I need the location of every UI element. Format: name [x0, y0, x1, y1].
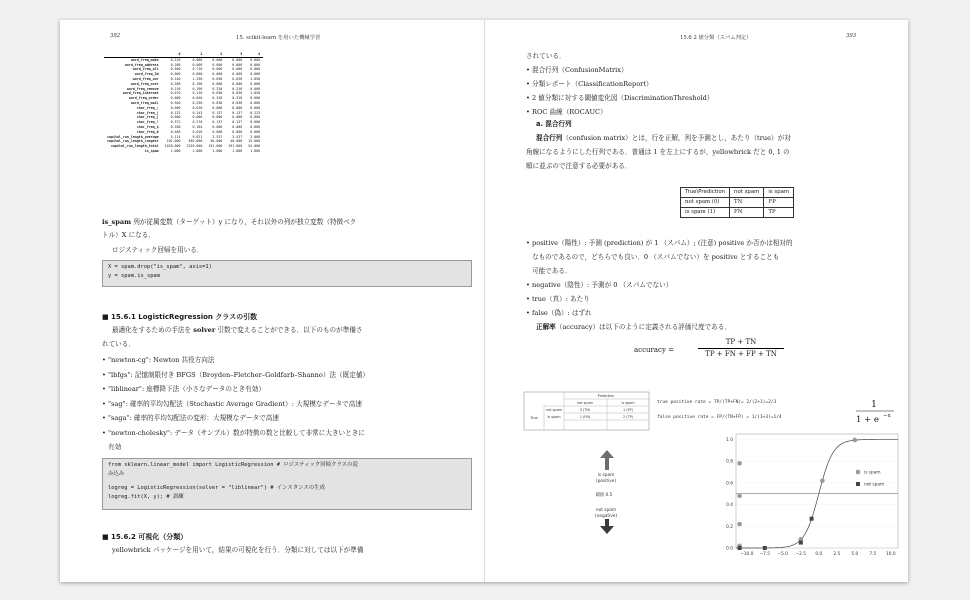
- df-cell: 1.000: [232, 148, 243, 153]
- visualizer-item: • 分類レポート（ClassificationReport）: [526, 79, 653, 91]
- df-cell: 0.310: [232, 86, 243, 91]
- df-cell: 40.000: [230, 139, 243, 144]
- mini-true-label: True: [530, 416, 538, 420]
- df-cell: 0.000: [212, 105, 223, 110]
- df-cell: 0.640: [192, 96, 203, 101]
- df-cell: 0.120: [192, 91, 203, 96]
- is-spam-point: [737, 461, 742, 466]
- df-cell: 0.000: [192, 72, 203, 77]
- df-column-header: 0: [162, 52, 184, 57]
- df-cell: 0.280: [170, 81, 181, 86]
- paragraph-confusion-cont: 角線になるようにした行列である．普通は 1 を左上にするが，yellowbrick だと 0, 1 の: [526, 148, 790, 156]
- paragraph-target-cont: トル）X になる．: [102, 231, 155, 239]
- mini-confusion-table: [524, 392, 649, 430]
- y-tick-label: 0.8: [726, 459, 733, 465]
- df-cell: 0.000: [250, 62, 261, 67]
- x-tick-label: −2.5: [795, 552, 807, 557]
- df-cell: 0.010: [192, 129, 203, 134]
- df-row-label: char_freq_;: [136, 105, 159, 110]
- df-cell: 0.000: [250, 115, 261, 120]
- cm-cell: is spam: [764, 188, 794, 198]
- df-cell: 1.000: [212, 148, 223, 153]
- tpr-text: true positive rate = TP/(TP+FN)= 2/(2+1)=2/3: [657, 400, 777, 405]
- df-cell: 0.630: [232, 91, 243, 96]
- code-line: X = spam.drop("is_spam", axis=1): [108, 264, 212, 270]
- paragraph-logistic: ロジスティック回帰を用いる．: [112, 246, 204, 254]
- cm-cell: True\Prediction: [681, 188, 730, 198]
- solver-item: • "sag": 確率的平均勾配法（Stochastic Average Gradient）: 大規模なデータで高速: [102, 399, 362, 411]
- term-item: • false（偽）: はずれ: [526, 308, 592, 320]
- df-cell: 1.000: [250, 148, 261, 153]
- df-cell: 0.000: [250, 129, 261, 134]
- x-tick-label: 0.0: [815, 552, 823, 557]
- sigmoid-exponent: −x: [883, 413, 891, 419]
- x-tick-label: 2.5: [833, 552, 841, 557]
- mini-col-header: not spam: [577, 401, 593, 405]
- df-cell: 0.000: [232, 62, 243, 67]
- df-row-label: capital_run_length_average: [107, 134, 159, 139]
- df-cell: 0.000: [232, 105, 243, 110]
- mini-prediction-label: Prediction: [597, 394, 615, 398]
- visualizer-item: • ROC 曲線（ROCAUC）: [526, 107, 607, 119]
- df-cell: 0.000: [250, 100, 261, 105]
- df-cell: 0.000: [212, 81, 223, 86]
- df-cell: 1.230: [192, 76, 203, 81]
- sigmoid-numerator: 1: [871, 400, 877, 410]
- df-cell: 0.630: [232, 76, 243, 81]
- df-cell: 0.280: [170, 62, 181, 67]
- df-cell: 0.000: [232, 115, 243, 120]
- cm-cell: not spam: [730, 188, 764, 198]
- plot-frame: [736, 434, 898, 548]
- df-cell: 1.850: [250, 76, 261, 81]
- df-cell: 0.000: [232, 81, 243, 86]
- legend-marker-is-spam: [856, 470, 861, 475]
- not-spam-axis-label: not spam: [595, 508, 617, 513]
- df-cell: 0.372: [170, 120, 181, 125]
- df-column-header: 4: [245, 52, 263, 57]
- paragraph-target: [102, 217, 356, 229]
- cm-cell: TN: [730, 198, 764, 208]
- arrow-down-icon: [600, 519, 614, 534]
- is-spam-axis-label: is spam: [597, 473, 615, 478]
- df-cell: 0.000: [212, 115, 223, 120]
- df-cell: 0.310: [232, 96, 243, 101]
- paragraph-confusion-text: （confusion matrix）とは，行を正解，列を予測とし，あたり（true）が対: [562, 134, 791, 142]
- df-cell: 0.000: [232, 129, 243, 134]
- code-block-logreg: [102, 458, 472, 510]
- df-cell: 191.000: [228, 144, 243, 149]
- solver-text-post: 引数で変えることができる．以下のものが準備さ: [215, 326, 363, 334]
- mini-cell: 1 (FP): [623, 408, 633, 412]
- df-row-label: char_freq_$: [136, 124, 159, 129]
- sigmoid-denominator: 1 + e: [856, 415, 879, 425]
- y-tick-label: 0.6: [726, 481, 733, 487]
- paragraph-solver: [112, 325, 363, 337]
- df-cell: 0.060: [192, 57, 203, 62]
- sigmoid-formula: [856, 400, 894, 425]
- df-cell: 0.000: [250, 105, 261, 110]
- code-line: from sklearn.linear_model import LogisticRegression # ロジスティック回帰クラスの読: [108, 462, 358, 468]
- not-spam-point: [763, 546, 767, 550]
- is-spam-point: [737, 522, 742, 527]
- df-row-label: char_freq_[: [136, 115, 159, 120]
- is-spam-point: [737, 494, 742, 499]
- df-row-label: capital_run_length_longest: [107, 139, 159, 144]
- solver-item: • "newton-cg": Newton 共役方向法: [102, 355, 214, 367]
- df-row-label: word_freq_make: [130, 57, 159, 62]
- solver-item: • "saga": 確率的平均勾配法の変形：大規模なデータで高速: [102, 413, 279, 425]
- df-cell: 15.000: [248, 139, 261, 144]
- formula-lhs: accuracy =: [634, 346, 675, 354]
- is-spam-point: [820, 478, 825, 483]
- df-row: [104, 149, 263, 154]
- df-cell: 0.137: [232, 110, 243, 115]
- df-cell: 9.821: [192, 134, 203, 139]
- df-cell: 0.000: [232, 57, 243, 62]
- df-cell: 0.180: [170, 124, 181, 129]
- df-cell: 191.000: [208, 144, 223, 149]
- legend-marker-not-spam: [856, 482, 860, 486]
- df-cell: 0.310: [212, 96, 223, 101]
- accuracy-term: 正解率: [536, 323, 556, 331]
- legend-label-is-spam: is spam: [864, 470, 881, 476]
- df-cell: 101.000: [166, 139, 181, 144]
- x-tick-label: −10.0: [740, 552, 754, 557]
- df-cell: 0.210: [170, 86, 181, 91]
- df-cell: 0.000: [250, 86, 261, 91]
- visualizer-item: • 2 値分類に対する閾値変化図（DiscriminationThreshold）: [526, 93, 713, 105]
- df-cell: 0.210: [170, 57, 181, 62]
- arrow-up-icon: [600, 450, 614, 470]
- visualizer-item: • 混合行列（ConfusionMatrix）: [526, 65, 628, 77]
- df-cell: 3.000: [250, 134, 261, 139]
- df-cell: 0.010: [192, 105, 203, 110]
- df-cell: 1.000: [170, 148, 181, 153]
- x-tick-label: −5.0: [777, 552, 789, 557]
- figure-svg: [484, 20, 908, 582]
- df-row-label: word_freq_order: [128, 96, 159, 101]
- df-row-label: word_freq_over: [130, 81, 159, 86]
- paragraph-accuracy-text: （accuracy）は以下のように定義される評価尺度である．: [555, 323, 731, 331]
- df-cell: 0.190: [192, 86, 203, 91]
- dataframe-table: [104, 52, 263, 154]
- df-cell: 0.630: [232, 100, 243, 105]
- df-cell: 0.000: [250, 120, 261, 125]
- df-cell: 3.537: [232, 134, 243, 139]
- df-cell: 3.537: [212, 134, 223, 139]
- df-column-header: 2: [205, 52, 225, 57]
- df-cell: 0.000: [212, 57, 223, 62]
- df-column-header: 3: [225, 52, 245, 57]
- df-cell: 0.000: [212, 129, 223, 134]
- df-cell: 2259.000: [186, 144, 203, 149]
- solver-item: • "newton-cholesky": データ（サンプル）数が特徴の数と比較して非常に大きいときに: [102, 428, 365, 440]
- y-tick-label: 1.0: [726, 437, 733, 443]
- code-block-xy: [102, 260, 472, 287]
- df-cell: 1.000: [192, 148, 203, 153]
- sigmoid-plot: [726, 434, 898, 557]
- not-spam-point: [799, 541, 803, 545]
- df-row-label: char_freq_#: [136, 129, 159, 134]
- df-cell: 0.000: [192, 115, 203, 120]
- is-spam-point: [853, 438, 858, 443]
- df-cell: 0.500: [170, 67, 181, 72]
- df-cell: 0.000: [250, 96, 261, 101]
- section-heading-15-6-2: ■ 15.6.2 可視化（分類）: [102, 533, 188, 541]
- df-cell: 0.190: [192, 81, 203, 86]
- df-cell: 0.000: [232, 67, 243, 72]
- class-labels: [595, 450, 617, 534]
- y-tick-label: 0.4: [726, 503, 733, 509]
- df-cell: 0.000: [250, 124, 261, 129]
- df-row-label: word_freq_all: [132, 67, 159, 72]
- df-cell: 0.000: [232, 72, 243, 77]
- code-line: み込み: [108, 471, 125, 477]
- df-row-label: word_freq_3d: [134, 72, 159, 77]
- df-row-label: capital_run_length_total: [110, 144, 159, 149]
- df-cell: 0.070: [170, 91, 181, 96]
- df-cell: 0.940: [170, 100, 181, 105]
- mini-row-header: is spam: [547, 415, 561, 419]
- df-cell: 0.000: [212, 72, 223, 77]
- not-spam-axis-sub: (negative): [594, 514, 618, 519]
- cm-cell: TP: [764, 208, 794, 218]
- df-cell: 0.000: [170, 105, 181, 110]
- df-row-label: word_freq_our: [132, 76, 159, 81]
- term-item-cont: なものであるので，どちらでも良い．0 （スパムでない）を positive とすることも: [532, 253, 780, 261]
- df-cell: 1.850: [250, 91, 261, 96]
- solver-item: • "lbfgs": 記憶制限付き BFGS（Broyden–Fletcher–Goldfarb–Shanno）法（既定値）: [102, 370, 369, 382]
- df-cell: 0.310: [212, 86, 223, 91]
- df-cell: 0.048: [170, 129, 181, 134]
- df-cell: 5.114: [170, 134, 181, 139]
- df-row-label: is_spam: [144, 148, 159, 153]
- paragraph-target-text: 列が従属変数（ターゲット）y になり，それ以外の列が独立変数（特徴ベク: [131, 218, 357, 226]
- not-spam-point: [738, 546, 742, 550]
- term-item: • positive（陽性）: 予測 (prediction) が 1 （スパム）; (注意) positive か否かは相対的: [526, 238, 793, 250]
- formula-denominator: TP + FN + FP + TN: [705, 350, 777, 358]
- df-cell: 0.630: [212, 91, 223, 96]
- df-cell: 0.276: [192, 120, 203, 125]
- right-running-head: 15.6 2 値分類（スパム判定）: [680, 35, 752, 41]
- df-cell: 0.184: [192, 124, 203, 129]
- df-cell: 0.143: [192, 110, 203, 115]
- df-row-label: word_freq_address: [124, 62, 159, 67]
- x-tick-label: 5.0: [851, 552, 859, 557]
- mini-cell: 3 (TN): [579, 408, 591, 412]
- df-cell: 1028.000: [164, 144, 181, 149]
- mini-row-header: not spam: [546, 408, 562, 412]
- subsection-confusion: a. 混合行列: [536, 120, 572, 128]
- mini-col-header: is spam: [621, 401, 635, 405]
- df-cell: 0.000: [250, 72, 261, 77]
- is-spam-axis-sub: (positive): [595, 479, 617, 484]
- df-row-label: word_freq_mail: [130, 100, 159, 105]
- df-cell: 0.137: [212, 110, 223, 115]
- threshold-label: 閾値 0.5: [595, 493, 613, 498]
- cm-cell: not spam (0): [681, 198, 730, 208]
- section-heading-15-6-1: ■ 15.6.1 LogisticRegression クラスの引数: [102, 313, 258, 321]
- x-tick-label: 10.0: [886, 552, 896, 557]
- left-page-number: 392: [110, 33, 121, 39]
- df-cell: 0.223: [250, 110, 261, 115]
- confusion-term: 混合行列: [536, 134, 563, 142]
- not-spam-point: [810, 517, 814, 521]
- code-line: y = spam.is_spam: [108, 273, 160, 279]
- solver-item: • "liblinear": 座標降下法（小さなデータのとき有効）: [102, 384, 265, 396]
- right-page: [484, 20, 908, 582]
- code-line: logreg.fit(X, y); # 訓練: [108, 494, 184, 500]
- cm-cell: is spam (1): [681, 208, 730, 218]
- df-cell: 40.000: [210, 139, 223, 144]
- cm-cell: FP: [764, 198, 794, 208]
- paragraph-yellowbrick: yellowbrick パッケージを用いて，結果の可視化を行う．分類に対しては以下が準備: [112, 546, 364, 554]
- df-cell: 0.710: [192, 67, 203, 72]
- y-tick-label: 0.2: [726, 524, 733, 530]
- df-row-label: char_freq_!: [136, 120, 159, 125]
- df-cell: 0.132: [170, 110, 181, 115]
- x-tick-label: 7.5: [869, 552, 877, 557]
- term-item-cont: 可能である．: [532, 267, 572, 275]
- df-column-header: 1: [184, 52, 206, 57]
- right-page-number: 393: [846, 33, 857, 39]
- df-cell: 0.137: [232, 120, 243, 125]
- mini-cell: 1 (FN): [579, 415, 591, 419]
- df-cell: 0.000: [170, 96, 181, 101]
- df-cell: 0.000: [170, 72, 181, 77]
- solver-term: solver: [193, 326, 216, 334]
- df-row-label: word_freq_remove: [126, 86, 159, 91]
- df-cell: 0.630: [212, 76, 223, 81]
- df-cell: 0.137: [212, 120, 223, 125]
- df-cell: 0.250: [192, 100, 203, 105]
- book-spread: [60, 20, 908, 582]
- df-cell: 0.000: [232, 124, 243, 129]
- x-tick-label: −7.5: [759, 552, 771, 557]
- df-cell: 0.000: [170, 115, 181, 120]
- df-cell: 0.140: [170, 76, 181, 81]
- df-cell: 485.000: [188, 139, 203, 144]
- y-tick-label: 0.0: [726, 546, 733, 552]
- paragraph-continued: されている．: [526, 52, 566, 60]
- code-line: logreg = LogisticRegression(solver = "liblinear") # インスタンスの生成: [108, 485, 325, 491]
- df-cell: 0.000: [250, 81, 261, 86]
- fpr-text: false positive rate = FP/(TN+FP) = 1/(1+3)=1/4: [657, 415, 782, 420]
- cm-cell: FN: [730, 208, 764, 218]
- df-cell: 0.000: [250, 67, 261, 72]
- solver-text-pre: 最適化をするための手法を: [112, 326, 194, 334]
- df-cell: 0.000: [192, 62, 203, 67]
- formula-numerator: TP + TN: [725, 338, 757, 346]
- df-row-label: word_freq_internet: [122, 91, 159, 96]
- term-item: • negative（陰性）: 予測が 0 （スパムでない）: [526, 280, 672, 292]
- df-cell: 0.000: [250, 57, 261, 62]
- mini-cell: 2 (TP): [623, 415, 633, 419]
- legend-label-not-spam: not spam: [864, 482, 885, 488]
- solver-item-cont: 有効: [108, 443, 122, 451]
- df-cell: 0.000: [212, 67, 223, 72]
- paragraph-confusion-cont2: 順に並ぶので注意する必要がある．: [526, 162, 632, 170]
- df-row-label: char_freq_(: [136, 110, 159, 115]
- is-spam-term: is_spam: [102, 218, 132, 226]
- term-item: • true（真）: あたり: [526, 294, 590, 306]
- df-cell: 0.000: [212, 62, 223, 67]
- left-running-head: 15. scikit-learn を用いた機械学習: [236, 35, 321, 41]
- df-cell: 54.000: [248, 144, 261, 149]
- left-page: [60, 20, 484, 582]
- df-cell: 0.000: [212, 124, 223, 129]
- df-cell: 0.630: [212, 100, 223, 105]
- paragraph-solver-cont: れている．: [102, 340, 135, 348]
